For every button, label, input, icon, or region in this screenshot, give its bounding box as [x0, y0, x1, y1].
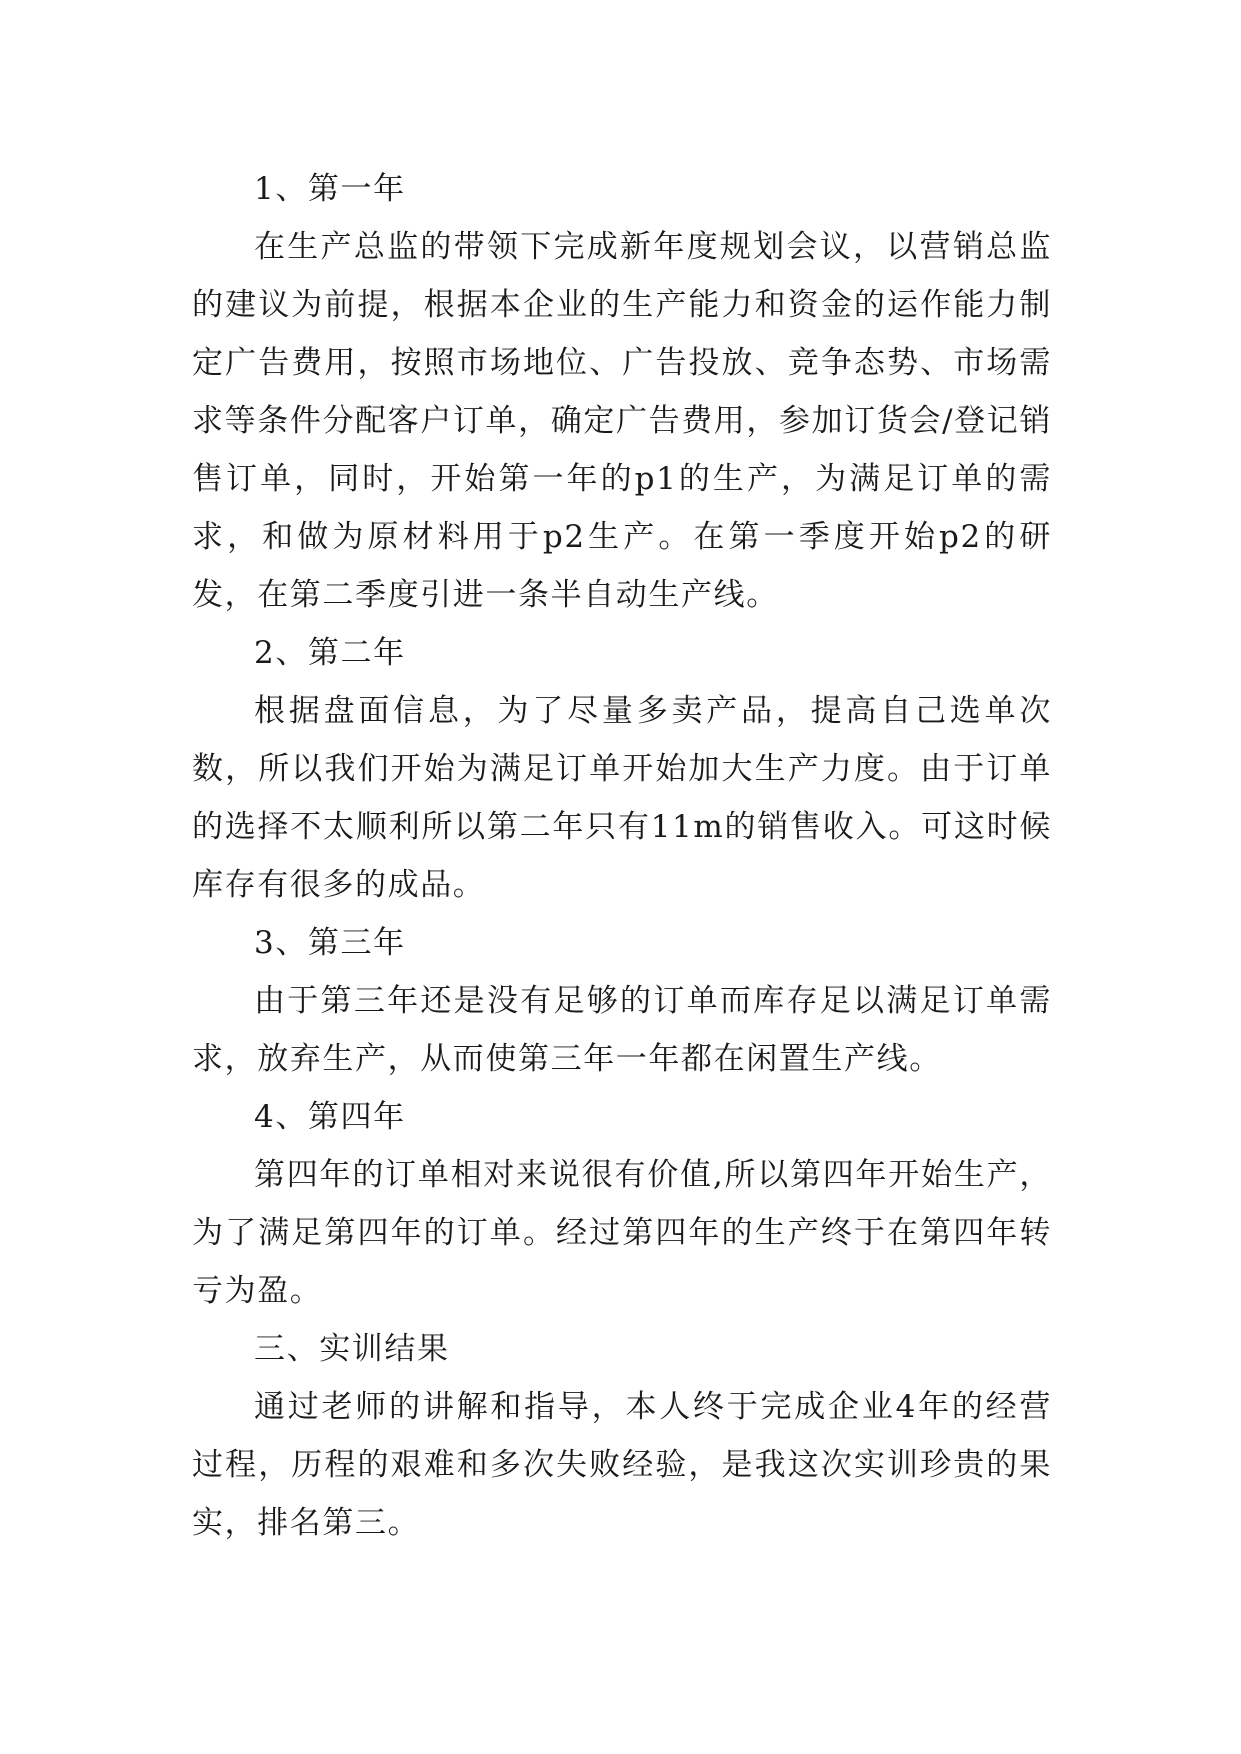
section-paragraph-training-results: 通过老师的讲解和指导，本人终于完成企业4年的经营过程，历程的艰难和多次失败经验，是我这次实训珍贵的果实，排名第三。 [192, 1389, 1052, 1541]
section-heading-year-1: 1、第一年 [254, 171, 406, 207]
section-heading-year-3: 3、第三年 [254, 925, 406, 961]
section-heading-year-2: 2、第二年 [254, 635, 406, 671]
section-paragraph-year-3: 由于第三年还是没有足够的订单而库存足以满足订单需求，放弃生产，从而使第三年一年都在闲置生产线。 [192, 983, 1052, 1077]
section-heading-training-results: 三、实训结果 [254, 1331, 450, 1367]
section-heading-year-4: 4、第四年 [254, 1099, 406, 1135]
section-paragraph-year-1: 在生产总监的带领下完成新年度规划会议，以营销总监的建议为前提，根据本企业的生产能力和资金的运作能力制定广告费用，按照市场地位、广告投放、竞争态势、市场需求等条件分配客户订单，确定广告费用，参加订货会/登记销售订单，同时，开始第一年的p1的生产，为满足订单的需求，和做为原材料用于p2生产。在第一季度开始p2的研发，在第二季度引进一条半自动生产线。 [192, 229, 1052, 613]
section-paragraph-year-4: 第四年的订单相对来说很有价值,所以第四年开始生产，为了满足第四年的订单。经过第四年的生产终于在第四年转亏为盈。 [192, 1157, 1052, 1309]
document-body [192, 160, 1052, 1552]
section-paragraph-year-2: 根据盘面信息，为了尽量多卖产品，提高自己选单次数，所以我们开始为满足订单开始加大生产力度。由于订单的选择不太顺利所以第二年只有11m的销售收入。可这时候库存有很多的成品。 [192, 693, 1052, 903]
